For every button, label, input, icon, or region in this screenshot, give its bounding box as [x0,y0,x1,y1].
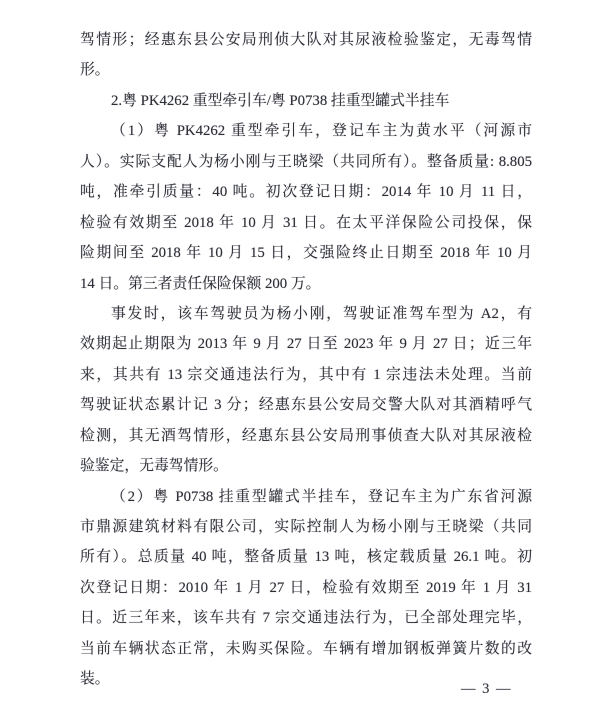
text-line: 市鼎源建筑材料有限公司，实际控制人为杨小刚与王晓梁（共同 [80,519,532,535]
text-line: 所有）。总质量 40 吨，整备质量 13 吨，核定载质量 26.1 吨。初 [80,549,532,566]
text-line: 来，其共有 13 宗交通违法行为，其中有 1 宗违法未处理。当前 [80,366,532,383]
text-line: 效期起止期限为 2013 年 9 月 27 日至 2023 年 9 月 27 日；近三年 [80,336,532,353]
text-line: 吨，准牵引质量：40 吨。初次登记日期：2014 年 10 月 11 日， [80,184,532,201]
text-line: 次登记日期：2010 年 1 月 27 日，检验有效期至 2019 年 1 月 31 [80,579,532,596]
text-line: （2）粤 P0738 挂重型罐式半挂车，登记车主为广东省河源 [111,488,532,505]
text-line: 验鉴定，无毒驾情形。 [80,458,228,475]
section-heading: 2.粤 PK4262 重型牵引车/粤 P0738 挂重型罐式半挂车 [111,92,450,109]
text-line: 事发时，该车驾驶员为杨小刚，驾驶证准驾车型为 A2，有 [111,305,532,322]
text-line: 14 日。第三者责任保险保额 200 万。 [80,275,321,292]
text-line: 日。近三年来，该车共有 7 宗交通违法行为，已全部处理完毕， [80,610,532,627]
text-line: 当前车辆状态正常，未购买保险。车辆有增加钢板弹簧片数的改 [80,640,532,657]
text-line: 驾驶证状态累计记 3 分；经惠东县公安局交警大队对其酒精呼气 [80,397,532,414]
text-line: 检测，其无酒驾情形，经惠东县公安局刑事侦查大队对其尿液检 [80,427,532,444]
text-line: 装。 [80,671,110,688]
page-number: — 3 — [461,681,512,697]
text-line: （1）粤 PK4262 重型牵引车，登记车主为黄水平（河源市 [111,123,532,140]
text-line: 人）。实际支配人为杨小刚与王晓梁（共同所有）。整备质量: 8.805 [80,153,532,170]
text-line: 驾情形；经惠东县公安局刑侦大队对其尿液检验鉴定，无毒驾情 [80,32,532,48]
text-line: 形。 [80,62,110,79]
document-body [80,25,532,695]
text-line: 检验有效期至 2018 年 10 月 31 日。在太平洋保险公司投保，保 [80,214,532,231]
text-line: 险期间至 2018 年 10 月 15 日，交强险终止日期至 2018 年 10 月 [80,245,532,262]
